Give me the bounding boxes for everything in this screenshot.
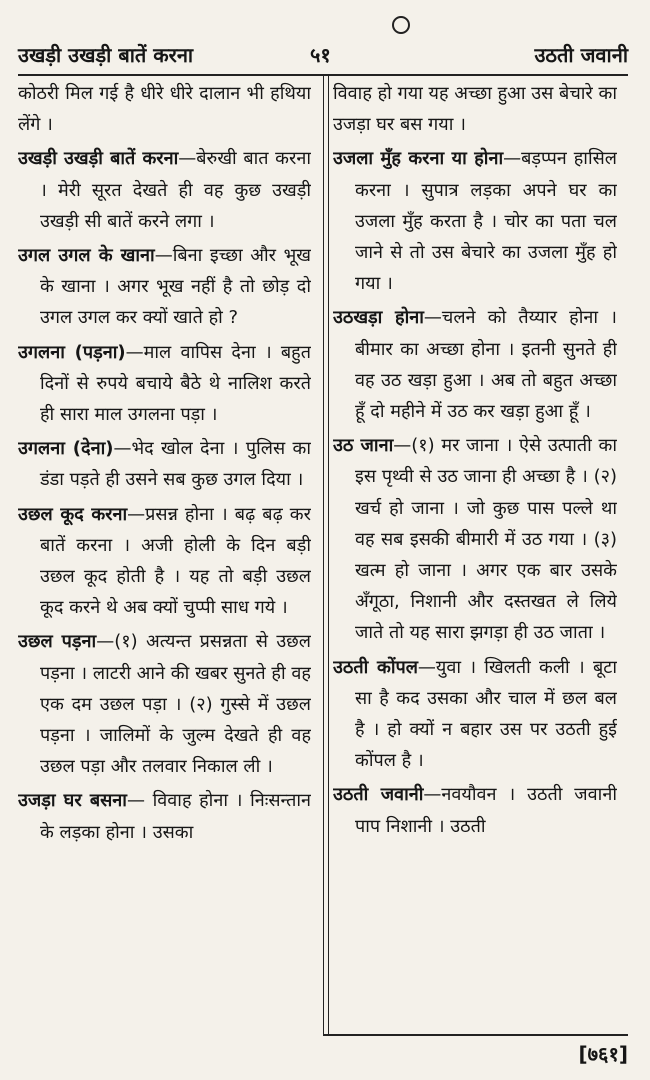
dictionary-entry: [333, 78, 617, 140]
dictionary-entry: [18, 499, 311, 624]
dictionary-entry: [18, 78, 311, 140]
entry-headword: उठती जवानी: [333, 784, 424, 806]
entry-headword: उछल कूद करना: [18, 503, 128, 525]
dictionary-entry: [18, 240, 311, 334]
left-column: [18, 78, 311, 1033]
entry-headword: उजड़ा घर बसना: [18, 790, 127, 812]
circle-mark: [392, 16, 410, 34]
entry-text: —बिना इच्छा और भूख के खाना । अगर भूख नहीं है तो छोड़ दो उगल उगल कर क्यों खाते हो ?: [40, 245, 311, 329]
entry-headword: उठखड़ा होना: [333, 307, 424, 329]
entry-text: — विवाह होना । निःसन्तान के लड़का होना । उसका: [40, 790, 311, 843]
entry-headword: उजला मुँह करना या होना: [333, 148, 504, 170]
dictionary-entry: [333, 143, 617, 299]
entry-headword: उखड़ी उखड़ी बातें करना: [18, 148, 179, 170]
entry-text: —(१) अत्यन्त प्रसन्नता से उछल पड़ना । लाटरी आने की खबर सुनते ही वह एक दम उछल पड़ा । (२) गुस्से में उछल पड़ना । जालिमों के जुल्म देखते ही वह उछल पड़ा और तलवार निकाल ली ।: [40, 631, 311, 778]
entry-headword: उछल पड़ना: [18, 631, 97, 653]
dictionary-entry: [333, 302, 617, 427]
entry-text: —प्रसन्न होना । बढ़ बढ़ कर बातें करना । अजी होली के दिन बड़ी उछल कूद होती है । यह तो बड़ी उछल कूद करने थे अब क्यों चुप्पी साध गये ।: [40, 503, 311, 619]
column-divider: [323, 74, 329, 1034]
entry-text: —युवा । खिलती कली । बूटा सा है कद उसका और चाल में छल बल है । हो क्यों न बहार उस पर उठती हुई कोंपल है ।: [355, 656, 617, 772]
header-right-headword: उठती जवानी: [534, 43, 628, 67]
bottom-rule: [323, 1034, 628, 1036]
dictionary-entry: [18, 626, 311, 782]
entry-text: —(१) मर जाना । ऐसे उत्पाती का इस पृथ्वी से उठ जाना ही अच्छा है । (२) खर्च हो जाना । जो कुछ पास पल्ले था वह सब इसकी बीमारी में उठ गया । (३) खत्म हो जाना । अगर एक बार उसके अँगूठा, निशानी और दस्तखत ले लिये जाते तो यह सारा झगड़ा ही उठ जाता ।: [355, 435, 617, 644]
dictionary-entry: [18, 433, 311, 495]
entry-text: —भेद खोल देना । पुलिस का डंडा पड़ते ही उसने सब कुछ उगल दिया ।: [40, 438, 311, 491]
dictionary-entry: [18, 785, 311, 847]
entry-text: —चलने को तैय्यार होना । बीमार का अच्छा होना । इतनी सुनते ही वह उठ खड़ा हुआ । अब तो बहुत अच्छा हूँ दो महीने में उठ कर खड़ा हुआ हूँ ।: [355, 307, 617, 423]
entry-text: —बड़प्पन हासिल करना । सुपात्र लड़का अपने घर का उजला मुँह करता है । चोर का पता चल जाने से तो उस बेचारे का उजला मुँह हो गया ।: [355, 148, 617, 295]
right-column: [333, 78, 617, 1033]
page-number: ५१: [310, 43, 331, 67]
entry-headword: उगलना (पड़ना): [18, 341, 126, 363]
dictionary-entry: [18, 337, 311, 431]
folio-number: [७६१]: [578, 1042, 628, 1066]
running-header: [18, 38, 628, 72]
entry-text: —नवयौवन । उठती जवानी पाप निशानी । उठती: [355, 784, 617, 837]
entry-headword: उठ जाना: [333, 435, 394, 457]
entry-headword: उठती कोंपल: [333, 656, 418, 678]
entry-headword: उगल उगल के खाना: [18, 245, 155, 267]
dictionary-entry: [18, 143, 311, 237]
dictionary-entry: [333, 652, 617, 777]
header-left-headword: उखड़ी उखड़ी बातें करना: [18, 43, 194, 67]
dictionary-entry: [333, 779, 617, 841]
dictionary-entry: [333, 430, 617, 648]
entry-text: कोठरी मिल गई है धीरे धीरे दालान भी हथिया लेंगे ।: [18, 83, 311, 136]
entry-headword: उगलना (देना): [18, 438, 114, 460]
entry-text: विवाह हो गया यह अच्छा हुआ उस बेचारे का उजड़ा घर बस गया ।: [333, 83, 617, 136]
entry-text: —माल वापिस देना । बहुत दिनों से रुपये बचाये बैठे थे नालिश करते ही सारा माल उगलना पड़ा ।: [40, 341, 311, 426]
entry-text: —बेरुखी बात करना । मेरी सूरत देखते ही वह कुछ उखड़ी उखड़ी सी बातें करने लगा ।: [40, 148, 311, 232]
